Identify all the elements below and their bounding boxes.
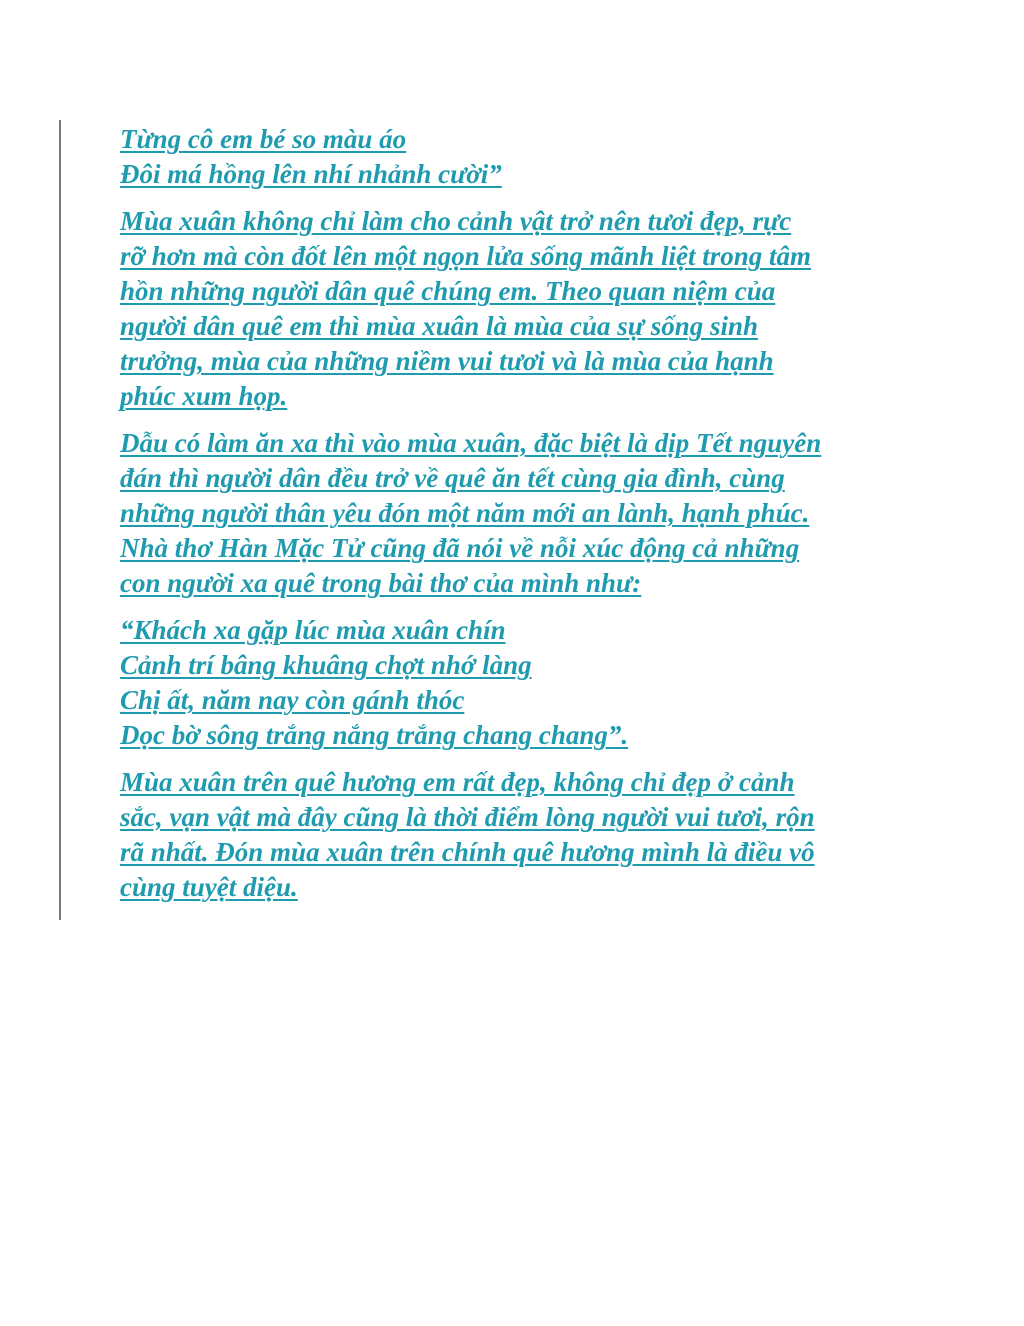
paragraph-line: Mùa xuân không chỉ làm cho cảnh vật trở nên tươi đẹp, rực [120, 206, 792, 236]
verse-line: Cảnh trí bâng khuâng chợt nhớ làng [120, 650, 532, 680]
paragraph-line: con người xa quê trong bài thơ của mình như: [120, 568, 642, 598]
paragraph-line: Mùa xuân trên quê hương em rất đẹp, không chỉ đẹp ở cảnh [120, 767, 795, 797]
verse-line: Dọc bờ sông trắng nắng trắng chang chang”. [120, 720, 629, 750]
verse-block [120, 122, 920, 192]
paragraph-line: rã nhất. Đón mùa xuân trên chính quê hương mình là điều vô [120, 837, 815, 867]
verse-line: Chị ất, năm nay còn gánh thóc [120, 685, 465, 715]
paragraph-line: sắc, vạn vật mà đây cũng là thời điểm lòng người vui tươi, rộn [120, 802, 815, 832]
verse-line: Từng cô em bé so màu áo [120, 124, 407, 154]
paragraph-line: cùng tuyệt diệu. [120, 872, 298, 902]
paragraph [120, 765, 920, 905]
paragraph-line: phúc xum họp. [120, 381, 288, 411]
verse-line: “Khách xa gặp lúc mùa xuân chín [120, 615, 506, 645]
paragraph-line: rỡ hơn mà còn đốt lên một ngọn lửa sống mãnh liệt trong tâm [120, 241, 812, 271]
paragraph [120, 204, 920, 414]
paragraph-line: những người thân yêu đón một năm mới an lành, hạnh phúc. [120, 498, 810, 528]
paragraph-line: đán thì người dân đều trở về quê ăn tết cùng gia đình, cùng [120, 463, 785, 493]
paragraph [120, 426, 920, 601]
verse-line: Đôi má hồng lên nhí nhảnh cười” [120, 159, 502, 189]
paragraph-line: Nhà thơ Hàn Mặc Tử cũng đã nói về nỗi xúc động cả những [120, 533, 800, 563]
paragraph-line: Dẫu có làm ăn xa thì vào mùa xuân, đặc biệt là dịp Tết nguyên [120, 428, 822, 458]
revision-change-bar [59, 120, 61, 920]
paragraph-line: người dân quê em thì mùa xuân là mùa của sự sống sinh [120, 311, 759, 341]
document-body [120, 122, 920, 917]
paragraph-line: hồn những người dân quê chúng em. Theo quan niệm của [120, 276, 776, 306]
verse-block [120, 613, 920, 753]
paragraph-line: trưởng, mùa của những niềm vui tươi và là mùa của hạnh [120, 346, 774, 376]
